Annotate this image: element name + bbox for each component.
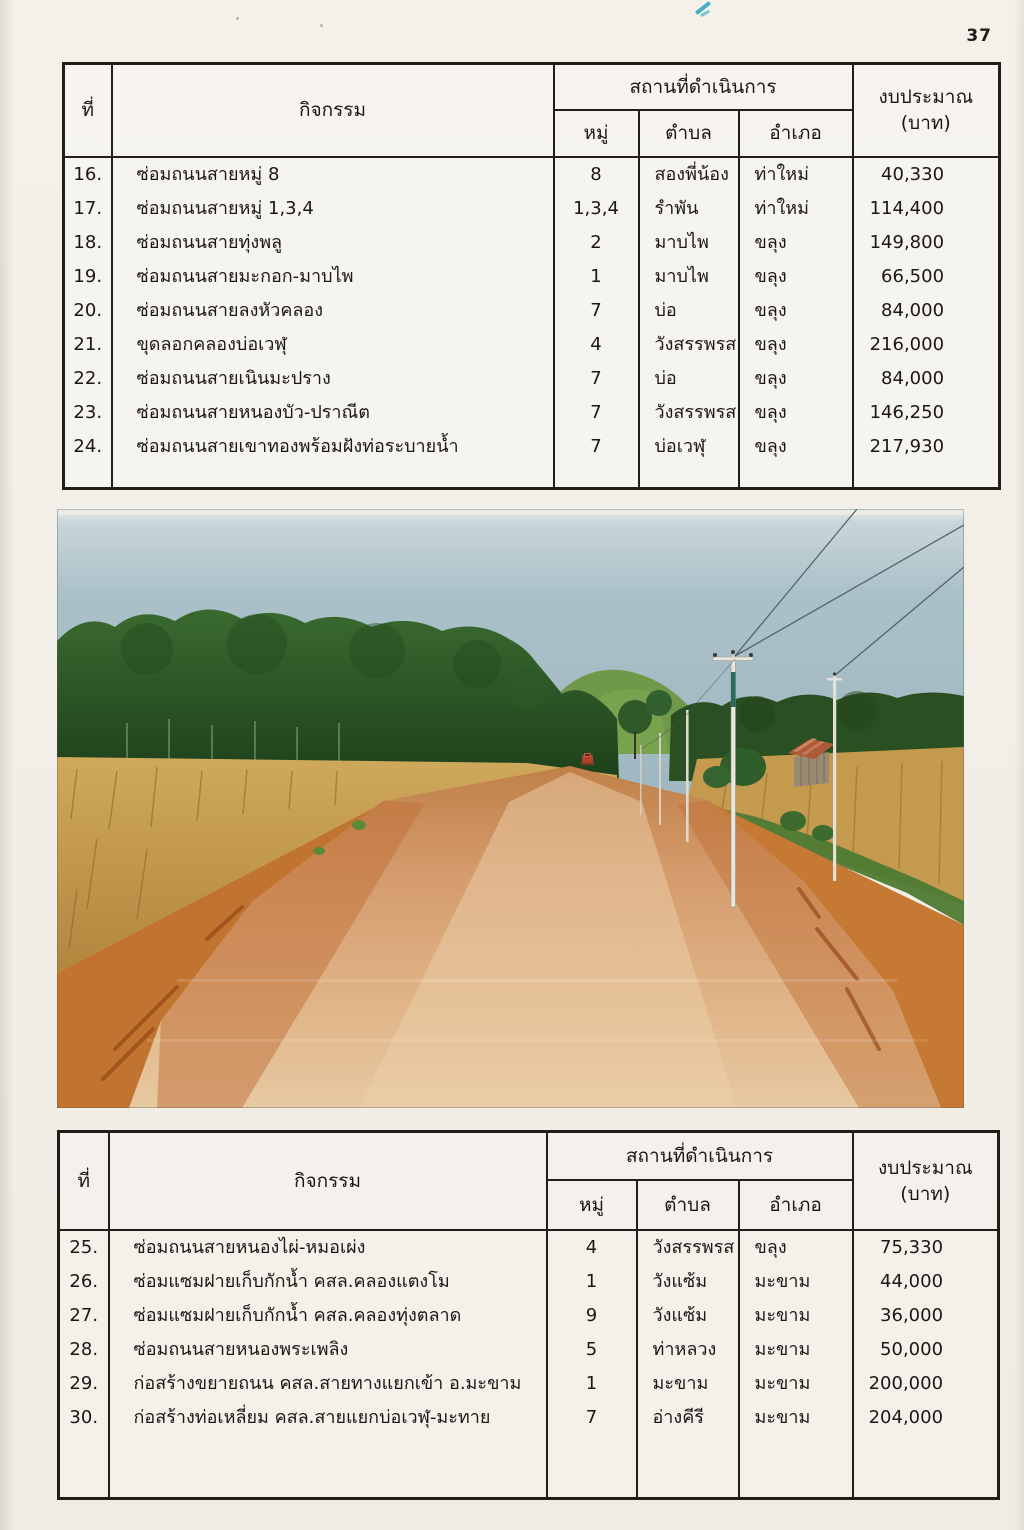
col-header-no: ที่ <box>59 1132 109 1230</box>
col-header-moo: หมู่ <box>554 110 639 157</box>
col-header-budget <box>853 1132 999 1230</box>
col-header-tambon: ตำบล <box>639 110 739 157</box>
moo-cell: 7 <box>590 435 602 457</box>
budget-cell: 44,000 <box>880 1270 944 1292</box>
tambon-cell: รำพัน <box>654 197 699 219</box>
tambon-cell: มะขาม <box>652 1372 709 1394</box>
road-photo <box>57 509 964 1108</box>
road-photo-illustration <box>57 509 964 1108</box>
tambon-column <box>639 157 739 489</box>
budget-cell: 146,250 <box>869 401 945 423</box>
amphoe-cell: ขลุง <box>754 1236 787 1258</box>
activity-cell: ซ่อมถนนสายทุ่งพลู <box>136 231 283 253</box>
activity-cell: ซ่อมแซมฝายเก็บกักน้ำ คสล.คลองทุ่งตลาด <box>133 1304 462 1326</box>
row-number: 28. <box>69 1338 99 1360</box>
tambon-cell: มาบไพ <box>654 231 709 253</box>
tambon-cell: บ่อ <box>654 299 677 321</box>
amphoe-cell: มะขาม <box>754 1304 811 1326</box>
tambon-cell: วังสรรพรส <box>652 1236 735 1258</box>
table <box>57 1130 1000 1500</box>
budget-column <box>853 157 1000 489</box>
tambon-cell: ท่าหลวง <box>652 1338 717 1360</box>
col-header-activity: กิจกรรม <box>112 64 554 157</box>
moo-cell: 1,3,4 <box>573 197 619 219</box>
activity-cell: ซ่อมถนนสายเขาทองพร้อมฝังท่อระบายน้ำ <box>136 435 459 457</box>
moo-cell: 7 <box>590 299 602 321</box>
row-number: 17. <box>73 197 103 219</box>
amphoe-cell: มะขาม <box>754 1372 811 1394</box>
power-pole-4 <box>659 733 661 825</box>
tambon-cell: สองพี่น้อง <box>654 163 729 185</box>
power-pole-3 <box>686 710 689 842</box>
budget-cell: 50,000 <box>880 1338 944 1360</box>
moo-cell: 7 <box>585 1406 598 1428</box>
budget-cell: 66,500 <box>881 265 945 287</box>
amphoe-cell: ท่าใหม่ <box>754 197 809 219</box>
budget-column <box>853 1230 999 1499</box>
amphoe-cell: มะขาม <box>754 1406 811 1428</box>
amphoe-cell: มะขาม <box>754 1270 811 1292</box>
col-header-tambon: ตำบล <box>637 1180 739 1230</box>
budget-cell: 75,330 <box>880 1236 944 1258</box>
row-number: 29. <box>69 1372 99 1394</box>
activity-cell: ซ่อมถนนสายหนองพระเพลิง <box>133 1338 349 1360</box>
activities-table-bottom <box>57 1130 997 1500</box>
activity-cell: ก่อสร้างท่อเหลี่ยม คสล.สายแยกบ่อเวฬุ-มะทาย <box>133 1406 491 1428</box>
tambon-cell: วังสรรพรส <box>654 401 737 423</box>
budget-header-line1: งบประมาณ <box>878 86 974 109</box>
moo-cell: 2 <box>590 231 602 253</box>
budget-cell: 200,000 <box>868 1372 944 1394</box>
paper-speck <box>236 17 239 20</box>
page-edge-shadow <box>1014 0 1024 1530</box>
row-number: 25. <box>69 1236 99 1258</box>
moo-cell: 7 <box>590 367 602 389</box>
budget-cell: 216,000 <box>869 333 945 355</box>
budget-header-line2: (บาท) <box>900 112 951 135</box>
row-number: 18. <box>73 231 103 253</box>
row-number: 23. <box>73 401 103 423</box>
no-column <box>59 1230 109 1499</box>
col-header-amphoe: อำเภอ <box>739 110 853 157</box>
budget-cell: 84,000 <box>881 299 945 321</box>
page-edge-shadow <box>0 0 14 1530</box>
moo-column <box>554 157 639 489</box>
amphoe-cell: ขลุง <box>754 231 787 253</box>
table <box>62 62 1001 490</box>
tambon-cell: วังแซ้ม <box>652 1270 708 1292</box>
amphoe-cell: ท่าใหม่ <box>754 163 809 185</box>
moo-cell: 1 <box>585 1270 598 1292</box>
row-number: 16. <box>73 163 103 185</box>
budget-cell: 84,000 <box>881 367 945 389</box>
budget-header-line2: (บาท) <box>900 1182 951 1205</box>
activity-cell: ก่อสร้างขยายถนน คสล.สายทางแยกเข้า อ.มะขาม <box>133 1372 522 1394</box>
tambon-cell: มาบไพ <box>654 265 709 287</box>
amphoe-cell: มะขาม <box>754 1338 811 1360</box>
activity-cell: ซ่อมถนนสายหนองบัว-ปราณีต <box>136 401 370 423</box>
activity-cell: ซ่อมถนนสายเนินมะปราง <box>136 367 331 389</box>
page-number: 37 <box>966 26 992 46</box>
amphoe-cell: ขลุง <box>754 299 787 321</box>
activity-cell: ซ่อมถนนสายหมู่ 1,3,4 <box>136 197 314 219</box>
activity-cell: ขุดลอกคลองบ่อเวฬุ <box>136 333 287 355</box>
tambon-column <box>637 1230 739 1499</box>
activity-cell: ซ่อมถนนสายหมู่ 8 <box>136 163 280 185</box>
no-column <box>64 157 112 489</box>
budget-cell: 204,000 <box>868 1406 944 1428</box>
col-header-activity: กิจกรรม <box>109 1132 547 1230</box>
row-number: 19. <box>73 265 103 287</box>
moo-cell: 4 <box>590 333 602 355</box>
moo-cell: 7 <box>590 401 602 423</box>
col-header-moo: หมู่ <box>547 1180 637 1230</box>
amphoe-cell: ขลุง <box>754 367 787 389</box>
moo-column <box>547 1230 637 1499</box>
row-number: 30. <box>69 1406 99 1428</box>
budget-cell: 217,930 <box>869 435 945 457</box>
col-header-location-group: สถานที่ดำเนินการ <box>547 1132 853 1180</box>
moo-cell: 1 <box>585 1372 598 1394</box>
row-number: 27. <box>69 1304 99 1326</box>
moo-cell: 9 <box>585 1304 598 1326</box>
tambon-cell: บ่อเวฬุ <box>654 435 706 457</box>
activity-cell: ซ่อมถนนสายหนองไผ่-หมอเผ่ง <box>133 1236 366 1258</box>
tambon-cell: อ่างคีรี <box>652 1406 704 1428</box>
moo-cell: 4 <box>585 1236 598 1258</box>
row-number: 20. <box>73 299 103 321</box>
row-number: 24. <box>73 435 103 457</box>
col-header-amphoe: อำเภอ <box>739 1180 853 1230</box>
row-number: 21. <box>73 333 103 355</box>
moo-cell: 1 <box>590 265 602 287</box>
amphoe-cell: ขลุง <box>754 435 787 457</box>
paper-speck <box>320 24 323 27</box>
tambon-cell: วังสรรพรส <box>654 333 737 355</box>
tambon-cell: วังแซ้ม <box>652 1304 708 1326</box>
col-header-budget <box>853 64 1000 157</box>
amphoe-column <box>739 1230 853 1499</box>
amphoe-column <box>739 157 853 489</box>
col-header-location-group: สถานที่ดำเนินการ <box>554 64 853 110</box>
activities-table-top <box>62 62 998 490</box>
amphoe-cell: ขลุง <box>754 401 787 423</box>
power-pole-5 <box>640 745 642 815</box>
moo-cell: 5 <box>585 1338 598 1360</box>
amphoe-cell: ขลุง <box>754 333 787 355</box>
budget-header-line1: งบประมาณ <box>877 1156 973 1179</box>
tambon-cell: บ่อ <box>654 367 677 389</box>
activity-cell: ซ่อมถนนสายลงหัวคลอง <box>136 299 324 321</box>
activity-cell: ซ่อมถนนสายมะกอก-มาบไพ <box>136 265 354 287</box>
activity-column <box>112 157 554 489</box>
budget-cell: 149,800 <box>869 231 945 253</box>
row-number: 22. <box>73 367 103 389</box>
row-number: 26. <box>69 1270 99 1292</box>
moo-cell: 8 <box>590 163 602 185</box>
budget-cell: 36,000 <box>880 1304 944 1326</box>
budget-cell: 40,330 <box>881 163 945 185</box>
activity-column <box>109 1230 547 1499</box>
budget-cell: 114,400 <box>869 197 945 219</box>
activity-cell: ซ่อมแซมฝายเก็บกักน้ำ คสล.คลองแตงโม <box>133 1270 450 1292</box>
amphoe-cell: ขลุง <box>754 265 787 287</box>
col-header-no: ที่ <box>64 64 112 157</box>
